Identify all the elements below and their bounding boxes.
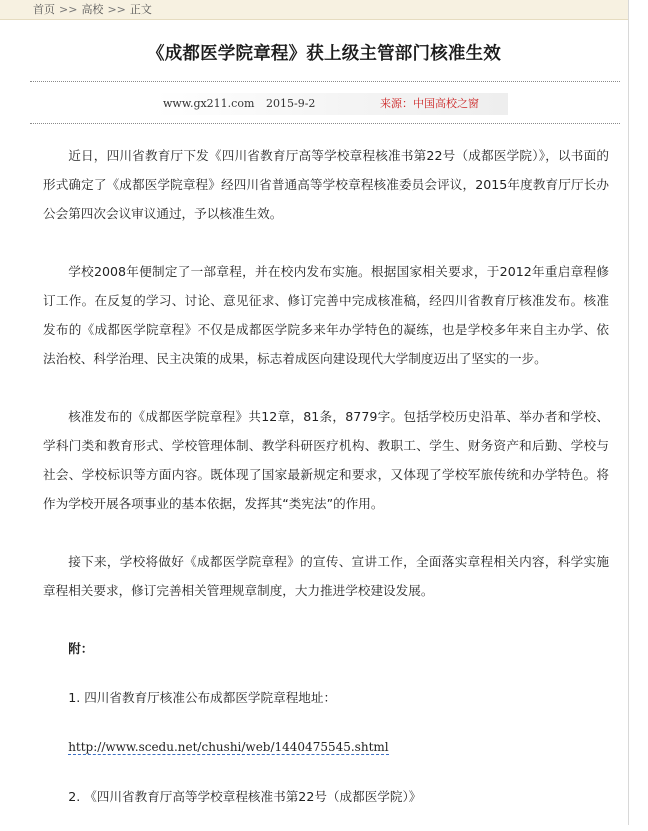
breadcrumb-section-link[interactable]: 高校: [81, 3, 104, 16]
site-name: www.gx211.com: [163, 97, 255, 110]
breadcrumb-home-link[interactable]: 首页: [33, 3, 55, 16]
attachment-url-link[interactable]: http://www.scedu.net/chushi/web/1440475545.shtml: [68, 740, 389, 754]
article-paragraph: 近日，四川省教育厅下发《四川省教育厅高等学校章程核准书第22号（成都医学院）》，以书面的形式确定了《成都医学院章程》经四川省普通高等学校章程核准委员会评议，2015年度教育厅厅长办公会第四次会议审议通过，予以核准生效。: [43, 148, 609, 221]
breadcrumb-separator: >>: [59, 3, 78, 16]
article-paragraph: 核准发布的《成都医学院章程》共12章，81条，8779字。包括学校历史沿革、举办者和学校、学科门类和教育形式、学校管理体制、教学科研医疗机构、教职工、学生、财务资产和后勤、学校与社会、学校标识等方面内容。既体现了国家最新规定和要求，又体现了学校军旅传统和办学特色。将作为学校开展各项事业的基本依据，发挥其“类宪法”的作用。: [43, 409, 609, 511]
attachment-url-row: [43, 732, 609, 762]
attachment-item-2: 2. 《四川省教育厅高等学校章程核准书第22号（成都医学院）》: [68, 789, 422, 804]
divider: [30, 81, 620, 82]
breadcrumb: [0, 0, 628, 20]
attachment-item-1: 1. 四川省教育厅核准公布成都医学院章程地址：: [68, 690, 337, 705]
attachment-heading: 附：: [68, 641, 94, 656]
article-paragraph: 学校2008年便制定了一部章程，并在校内发布实施。根据国家相关要求，于2012年重启章程修订工作。在反复的学习、讨论、意见征求、修订完善中完成核准稿，经四川省教育厅核准发布。核准发布的《成都医学院章程》不仅是成都医学院多来年办学特色的凝练，也是学校多年来自主办学、依法治校、科学治理、民主决策的成果，标志着成医向建设现代大学制度迈出了坚实的一步。: [43, 264, 609, 366]
article-paragraph: 接下来，学校将做好《成都医学院章程》的宣传、宣讲工作，全面落实章程相关内容，科学实施章程相关要求，修订完善相关管理规章制度，大力推进学校建设发展。: [43, 554, 609, 598]
article-meta: [156, 93, 508, 115]
publish-date: 2015-9-2: [266, 97, 316, 110]
divider: [30, 123, 620, 124]
article-source: 来源：中国高校之窗: [380, 97, 479, 110]
page-border: [628, 0, 629, 825]
breadcrumb-current: 正文: [129, 3, 152, 16]
article-title: 《成都医学院章程》获上级主管部门核准生效: [147, 44, 501, 64]
breadcrumb-separator: >>: [107, 3, 126, 16]
article-body: [43, 141, 609, 831]
